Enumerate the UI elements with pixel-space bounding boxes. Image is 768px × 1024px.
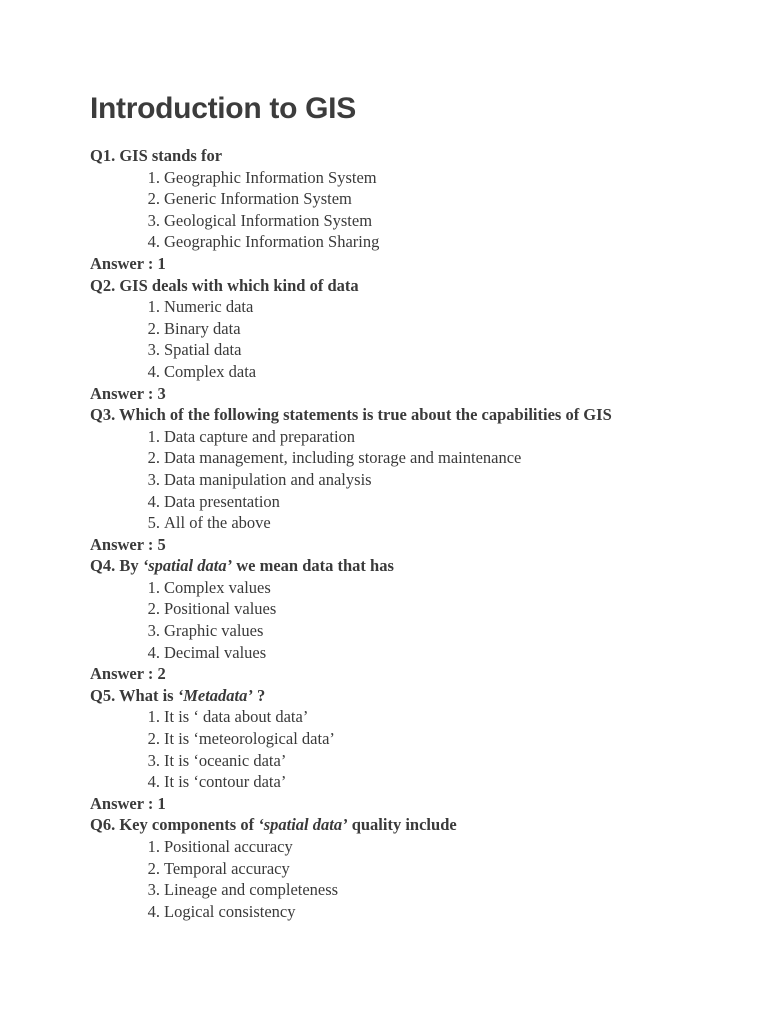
options-list — [90, 167, 730, 253]
question-segment: Q2. GIS deals with which kind of data — [90, 275, 359, 295]
question-block — [90, 275, 730, 405]
option-item — [90, 620, 730, 642]
question-block — [90, 814, 730, 922]
option-item — [90, 296, 730, 318]
question-block — [90, 555, 730, 685]
question-segment: we mean data that has — [232, 556, 394, 576]
question-text — [90, 275, 730, 297]
option-text: Positional accuracy — [164, 837, 293, 856]
question-emphasis: ‘Metadata’ — [177, 685, 253, 705]
question-segment: Q3. Which of the following statements is true about the capabilities of GIS — [90, 405, 612, 425]
option-text: Data management, including storage and maintenance — [164, 448, 522, 468]
option-number: 3. — [147, 750, 160, 770]
option-number: 3. — [147, 469, 160, 489]
answer-text: Answer : 5 — [90, 534, 166, 554]
option-item — [90, 469, 730, 491]
question-segment: Q5. What is — [90, 685, 178, 705]
question-segment: Q1. GIS stands for — [90, 146, 223, 165]
option-text: Spatial data — [164, 340, 242, 360]
option-item — [90, 491, 730, 513]
option-item — [90, 577, 730, 599]
quiz-content — [90, 145, 730, 922]
option-item — [90, 750, 730, 772]
option-item — [90, 512, 730, 534]
option-number: 4. — [147, 642, 160, 662]
option-item — [90, 339, 730, 361]
option-number: 5. — [147, 513, 160, 533]
answer-text: Answer : 1 — [90, 793, 166, 813]
option-text: Lineage and completeness — [164, 880, 339, 900]
option-text: Decimal values — [164, 642, 267, 662]
option-item — [90, 318, 730, 340]
option-text: Numeric data — [164, 297, 254, 317]
option-number: 4. — [147, 361, 160, 381]
option-number: 4. — [147, 901, 160, 921]
option-number: 1. — [147, 707, 160, 727]
option-item — [90, 879, 730, 901]
option-text: Geographic Information Sharing — [164, 232, 380, 252]
option-number: 1. — [147, 837, 160, 856]
option-text: Graphic values — [164, 621, 264, 641]
option-item — [90, 426, 730, 448]
question-text — [90, 404, 730, 426]
options-list — [90, 577, 730, 663]
answer-text: Answer : 3 — [90, 383, 166, 403]
option-number: 2. — [147, 448, 160, 468]
option-text: It is ‘contour data’ — [164, 772, 287, 792]
question-block — [90, 145, 730, 275]
option-number: 3. — [147, 880, 160, 900]
option-number: 3. — [147, 340, 160, 360]
option-number: 2. — [147, 189, 160, 209]
option-text: All of the above — [164, 513, 271, 533]
options-list — [90, 706, 730, 792]
option-text: Data presentation — [164, 491, 280, 511]
option-item — [90, 858, 730, 880]
question-segment: Q4. By — [90, 556, 143, 576]
option-text: It is ‘oceanic data’ — [164, 750, 287, 770]
option-number: 1. — [147, 577, 160, 597]
options-list — [90, 426, 730, 534]
option-text: Geographic Information System — [164, 167, 377, 187]
question-segment: Q6. Key components of — [90, 815, 259, 835]
option-item — [90, 447, 730, 469]
option-text: Data capture and preparation — [164, 426, 356, 446]
option-number: 3. — [147, 210, 160, 230]
option-text: Binary data — [164, 318, 241, 338]
question-segment: quality include — [347, 815, 457, 835]
option-item — [90, 231, 730, 253]
option-text: Complex data — [164, 361, 257, 381]
options-list — [90, 836, 730, 922]
question-segment: ? — [252, 685, 266, 705]
answer-text: Answer : 1 — [90, 253, 166, 273]
option-item — [90, 361, 730, 383]
question-text — [90, 145, 730, 167]
option-number: 2. — [147, 318, 160, 338]
question-emphasis: ‘spatial data’ — [142, 556, 233, 576]
option-number: 4. — [147, 772, 160, 792]
answer-text: Answer : 2 — [90, 664, 166, 684]
option-number: 4. — [147, 232, 160, 252]
option-text: Temporal accuracy — [164, 858, 290, 878]
option-item — [90, 901, 730, 923]
option-item — [90, 771, 730, 793]
option-item — [90, 167, 730, 189]
option-number: 2. — [147, 729, 160, 749]
option-text: Logical consistency — [164, 901, 296, 921]
option-number: 1. — [147, 426, 160, 446]
option-item — [90, 728, 730, 750]
option-text: Generic Information System — [164, 189, 352, 209]
option-number: 3. — [147, 621, 160, 641]
question-text — [90, 685, 730, 707]
options-list — [90, 296, 730, 382]
question-block — [90, 685, 730, 815]
option-number: 1. — [147, 297, 160, 317]
question-block — [90, 404, 730, 555]
option-item — [90, 598, 730, 620]
option-item — [90, 836, 730, 858]
option-number: 2. — [147, 858, 160, 878]
option-text: Geological Information System — [164, 210, 373, 230]
option-number: 4. — [147, 491, 160, 511]
question-text — [90, 555, 730, 577]
option-text: Complex values — [164, 577, 271, 597]
option-text: It is ‘meteorological data’ — [164, 729, 335, 749]
option-item — [90, 706, 730, 728]
page-title: Introduction to GIS — [90, 92, 356, 125]
question-text — [90, 814, 730, 836]
option-item — [90, 188, 730, 210]
option-text: It is ‘ data about data’ — [164, 707, 309, 727]
option-item — [90, 642, 730, 664]
question-emphasis: ‘spatial data’ — [258, 815, 348, 835]
option-text: Positional values — [164, 599, 277, 619]
option-item — [90, 210, 730, 232]
option-text: Data manipulation and analysis — [164, 469, 372, 489]
option-number: 1. — [147, 167, 160, 187]
option-number: 2. — [147, 599, 160, 619]
